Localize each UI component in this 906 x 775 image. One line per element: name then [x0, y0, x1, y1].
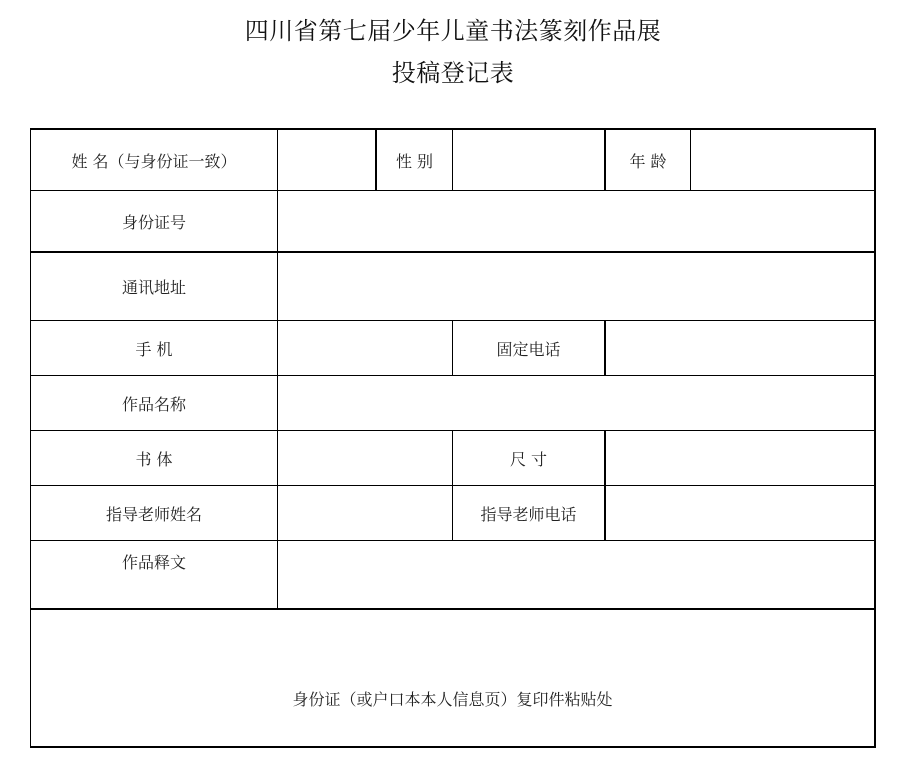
- age-label: 年 龄: [629, 151, 667, 171]
- name-input-cell[interactable]: [278, 130, 375, 190]
- teacher-phone-input-cell[interactable]: [606, 486, 874, 540]
- teacher-phone-label: 指导老师电话: [480, 504, 577, 524]
- teacher-name-input-cell[interactable]: [278, 486, 452, 540]
- gender-input-cell[interactable]: [453, 130, 604, 190]
- work-transcription-input-cell[interactable]: [278, 541, 874, 608]
- work-transcription-label: 作品释文: [121, 552, 186, 572]
- size-label: 尺 寸: [509, 449, 548, 469]
- landline-input-cell[interactable]: [606, 321, 874, 375]
- address-label: 通讯地址: [121, 278, 186, 297]
- table-border-bottom: [30, 746, 876, 748]
- name-label: 姓 名（与身份证一致）: [71, 151, 237, 171]
- script-style-input-cell[interactable]: [278, 431, 452, 485]
- row-divider: [30, 608, 876, 610]
- script-style-label: 书 体: [135, 449, 173, 469]
- age-input-cell[interactable]: [691, 130, 874, 190]
- mobile-input-cell[interactable]: [278, 321, 452, 375]
- id-copy-paste-area: 身份证（或户口本本人信息页）复印件粘贴处: [292, 689, 613, 709]
- form-title: 四川省第七届少年儿童书法篆刻作品展: [244, 17, 662, 45]
- table-border-right: [874, 128, 876, 748]
- address-input-cell[interactable]: [278, 253, 874, 320]
- gender-label: 性 别: [395, 151, 434, 171]
- size-input-cell[interactable]: [606, 431, 874, 485]
- id-number-input-cell[interactable]: [278, 191, 874, 251]
- mobile-label: 手 机: [135, 339, 173, 359]
- landline-label: 固定电话: [496, 339, 561, 359]
- work-title-input-cell[interactable]: [278, 376, 874, 430]
- teacher-name-label: 指导老师姓名: [105, 504, 202, 524]
- id-number-label: 身份证号: [121, 212, 186, 232]
- work-title-label: 作品名称: [121, 394, 186, 414]
- form-subtitle: 投稿登记表: [391, 59, 515, 87]
